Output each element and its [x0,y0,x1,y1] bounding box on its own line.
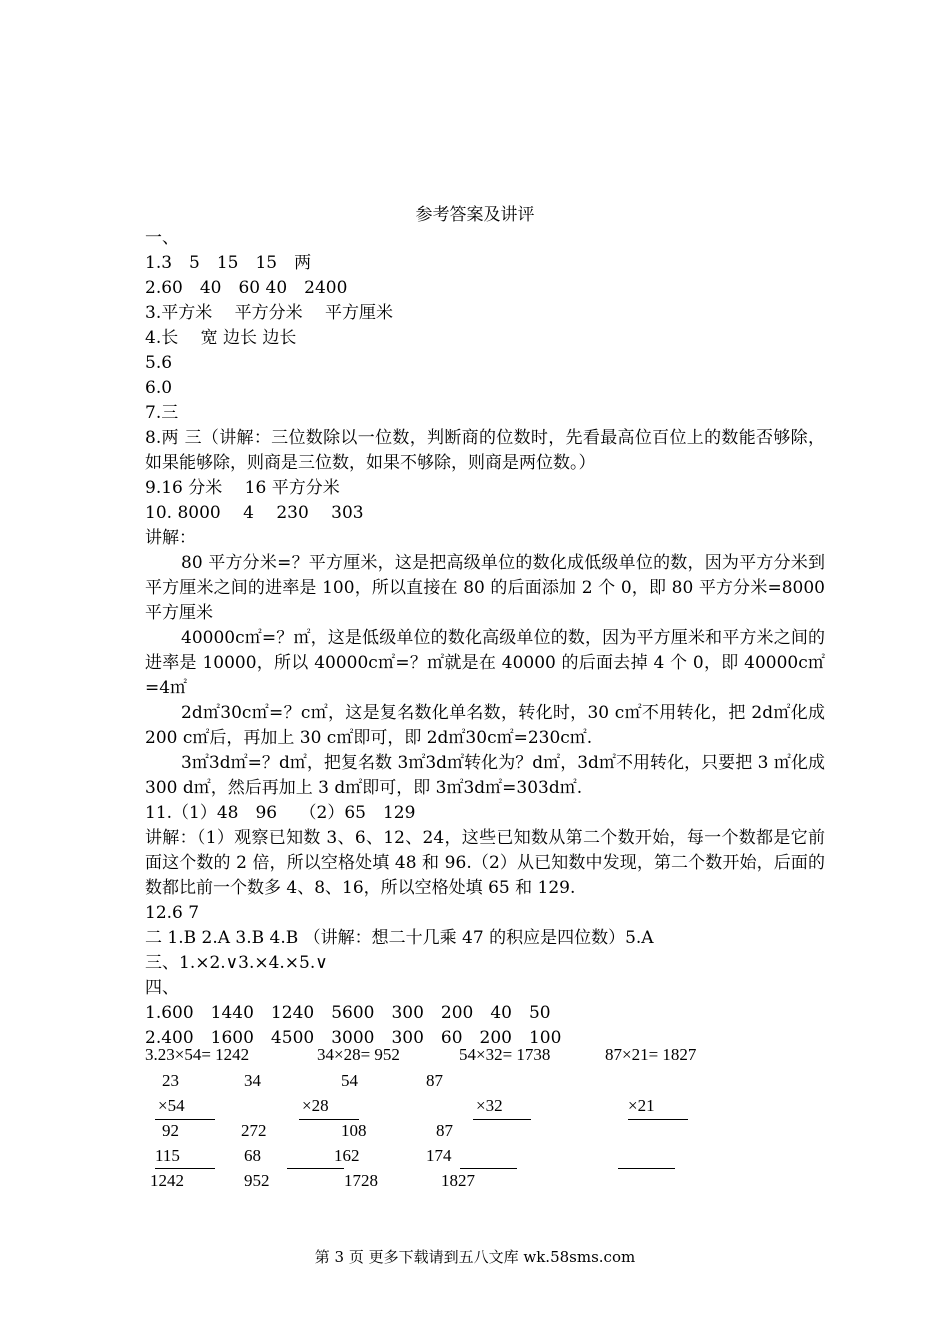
calc-rule [155,1119,215,1120]
calc-rule [618,1168,675,1169]
answer-q10: 10. 8000 4 230 303 [145,503,364,523]
calc-multiplier: ×28 [302,1096,329,1115]
calc-multiplier: ×32 [476,1096,503,1115]
explain-paragraph: 2d㎡30c㎡=？c㎡，这是复名数化单名数，转化时，30 c㎡不用转化，把 2d㎡化成 200 c㎡后，再加上 30 c㎡即可，即 2d㎡30c㎡=230c㎡. [145,703,825,748]
calc-rule [628,1119,688,1120]
calc-multiplicand: 87 [426,1071,443,1090]
answer-line: 6.0 [145,378,173,398]
calc-product: 952 [244,1171,270,1190]
calc-rule [299,1119,359,1120]
calc-equation: 54×32= 1738 [459,1045,551,1064]
section-one-header: 一、 [145,228,179,248]
answer-q8: 8.两 三（讲解：三位数除以一位数，判断商的位数时，先看最高位百位上的数能否够除，如果能够除，则商是三位数，如果不够除，则商是两位数。） [145,428,825,473]
section-four-header: 四、 [145,978,179,998]
answer-line: 7.三 [145,403,179,423]
answer-q9: 9.16 分米 16 平方分米 [145,478,340,498]
calc-multiplicand: 54 [341,1071,358,1090]
calc-multiplicand: 23 [162,1071,179,1090]
calc-rule [287,1168,344,1169]
calc-partial: 115 [155,1146,180,1165]
calc-partial: 272 [241,1121,267,1140]
calc-multiplier: ×54 [158,1096,185,1115]
answer-line: 1.3 5 15 15 两 [145,253,312,273]
calc-product: 1827 [441,1171,475,1190]
calc-rule [473,1119,531,1120]
calc-partial: 162 [334,1146,360,1165]
calc-partial: 174 [426,1146,452,1165]
calc-product: 1728 [344,1171,378,1190]
answer-q11: 11.（1）48 96 （2）65 129 [145,803,416,823]
calc-equation: 87×21= 1827 [605,1045,697,1064]
section-four-line: 1.600 1440 1240 5600 300 200 40 50 [145,1003,551,1023]
explain-paragraph: 40000c㎡=？㎡，这是低级单位的数化高级单位的数，因为平方厘米和平方米之间的进率是 10000，所以 40000c㎡=？㎡就是在 40000 的后面去掉 4 个 0，即 40000c㎡=4㎡ [145,628,825,698]
calc-partial: 87 [436,1121,453,1140]
calc-equation: 34×28= 952 [317,1045,400,1064]
section-four-line: 2.400 1600 4500 3000 300 60 200 100 [145,1028,562,1048]
calc-rule [155,1168,215,1169]
calc-rule [460,1168,517,1169]
explain-paragraph: 80 平方分米=？平方厘米，这是把高级单位的数化成低级单位的数，因为平方分米到平方厘米之间的进率是 100，所以直接在 80 的后面添加 2 个 0，即 80 平方分米=8000 平方厘米 [145,553,825,623]
section-two: 二 1.B 2.A 3.B 4.B （讲解：想二十几乘 47 的积应是四位数）5.A [145,928,654,948]
calc-multiplicand: 34 [244,1071,261,1090]
explain-label: 讲解： [145,528,196,548]
answer-line: 2.60 40 60 40 2400 [145,278,348,298]
calc-partial: 68 [244,1146,261,1165]
answer-q11-explain: 讲解：（1）观察已知数 3、6、12、24，这些已知数从第二个数开始，每一个数都是它前面这个数的 2 倍，所以空格处填 48 和 96.（2）从已知数中发现，第二个数开始，后面的数都比前一个数多 4、8、16，所以空格处填 65 和 129. [145,828,825,898]
calc-multiplier: ×21 [628,1096,655,1115]
answer-line: 4.长 宽 边长 边长 [145,328,297,348]
page-footer: 第 3 页 更多下载请到五八文库 wk.58sms.com [314,1248,636,1266]
answer-line: 5.6 [145,353,173,373]
calc-equation: 3.23×54= 1242 [145,1045,250,1064]
answer-line: 3.平方米 平方分米 平方厘米 [145,303,394,323]
calc-partial: 108 [341,1121,367,1140]
calc-partial: 92 [162,1121,179,1140]
explain-paragraph: 3㎡3d㎡=？d㎡，把复名数 3㎡3d㎡转化为？d㎡，3d㎡不用转化，只要把 3 ㎡化成 300 d㎡，然后再加上 3 d㎡即可，即 3㎡3d㎡=303d㎡. [145,753,825,798]
section-three: 三、1.×2.∨3.×4.×5.∨ [145,953,328,973]
page-title: 参考答案及讲评 [415,205,535,225]
calc-product: 1242 [150,1171,184,1190]
answer-q12: 12.6 7 [145,903,200,923]
